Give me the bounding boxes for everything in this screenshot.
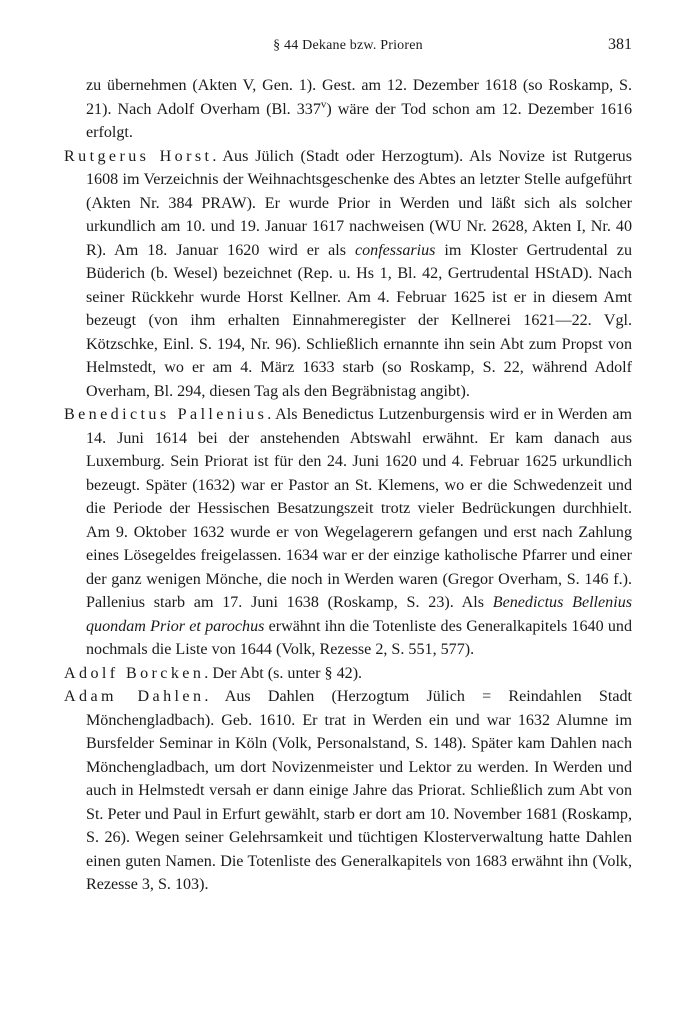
entry-text: ) wäre der Tod schon am 12. Dezember 1616 erfolgt. <box>86 100 632 141</box>
body-text <box>64 74 632 897</box>
entry-continuation <box>64 74 632 145</box>
superscript: v <box>320 98 327 111</box>
entry-text: zu übernehmen (Akten V, Gen. 1). Gest. am 12. Dezember 1618 (so Roskamp, S. 21). Nach Adolf Overham (Bl. 337 <box>86 77 632 118</box>
italic-text: Benedictus Bellenius quondam Prior et parochus <box>86 594 632 635</box>
entry-name: Adam Dahlen <box>64 688 205 705</box>
entry-benedictus-pallenius <box>64 403 632 662</box>
entry-text: . Aus Jülich (Stadt oder Herzogtum). Als Novize ist Rutgerus 1608 im Verzeichnis der Weihnachtsgeschenke des Abtes an letzter Stelle aufgeführt (Akten Nr. 384 PRAW). Er wurde Prior in Werden und läßt sich als solcher urkundlich am 10. und 19. Januar 1617 nachweisen (WU Nr. 2628, Akten I, Nr. 40 R). Am 18. Januar 1620 wird er als <box>86 147 632 259</box>
entry-text: . Der Abt (s. unter § 42). <box>204 664 363 682</box>
entry-text: . Aus Dahlen (Herzogtum Jülich = Reindahlen Stadt Mönchengladbach). Geb. 1610. Er trat in Werden ein und war 1632 Alumne im Bursfelder Seminar in Köln (Volk, Personalstand, S. 148). Später kam Dahlen nach Mönchengladbach, um dort Novizenmeister und Lektor zu werden. In Werden und auch in Helmstedt versah er dann einige Jahre das Priorat. Schließlich zum Abt von St. Peter und Paul in Erfurt gewählt, starb er dort am 10. November 1681 (Roskamp, S. 26). Wegen seiner Gelehrsamkeit und tüchtigen Klosterverwaltung hatte Dahlen einen guten Namen. Die Totenliste des Generalkapitels von 1683 erwähnt ihn (Volk, Rezesse 3, S. 103). <box>86 688 632 893</box>
page-header <box>64 36 632 58</box>
running-head: § 44 Dekane bzw. Prioren <box>273 38 423 53</box>
entry-adam-dahlen <box>64 685 632 897</box>
entry-text: erwähnt ihn die Totenliste des Generalkapitels 1640 und nochmals die Liste von 1644 (Volk, Rezesse 2, S. 551, 577). <box>86 617 632 658</box>
entry-name: Rutgerus Horst <box>64 147 213 165</box>
entry-text: im Kloster Gertrudental zu Büderich (b. Wesel) bezeichnet (Rep. u. Hs 1, Bl. 42, Gertrudental HStAD). Nach seiner Rückkehr wurde Horst Kellner. Am 4. Februar 1625 ist er in diesem Amt bezeugt (von ihm erhalten Einnahmeregister der Kellnerei 1621—22. Vgl. Kötzschke, Einl. S. 194, Nr. 96). Schließlich ernannte ihn sein Abt zum Propst von Helmstedt, wo er am 4. März 1633 starb (so Roskamp, S. 22, während Adolf Overham, Bl. 294, diesen Tag als den Begräbnistag angibt). <box>86 241 632 400</box>
entry-name: Benedictus Pallenius <box>64 406 268 423</box>
italic-text: confessarius <box>354 241 436 259</box>
entry-text: . Als Benedictus Lutzenburgensis wird er in Werden am 14. Juni 1614 bei der anstehenden Abtswahl erwähnt. Er kam danach aus Luxemburg. Sein Priorat ist für den 24. Juni 1620 und 4. Februar 1625 urkundlich bezeugt. Später (1632) war er Pastor an St. Klemens, wo er die Schwedenzeit und die Periode der Hessischen Besatzungszeit trotz vieler Bedrückungen durchhielt. Am 9. Oktober 1632 wurde er von Wegelagerern gefangen und erst nach Zahlung eines Lösegeldes freigelassen. 1634 war er der einzige katholische Pfarrer und einer der ganz wenigen Mönche, die noch in Werden waren (Gregor Overham, S. 146 f.). Pallenius starb am 17. Juni 1638 (Roskamp, S. 23). Als <box>86 406 632 611</box>
entry-rutgerus-horst <box>64 145 632 404</box>
entry-adolf-borcken <box>64 662 632 686</box>
page-number: 381 <box>608 36 632 53</box>
entry-name: Adolf Borcken <box>64 664 205 682</box>
